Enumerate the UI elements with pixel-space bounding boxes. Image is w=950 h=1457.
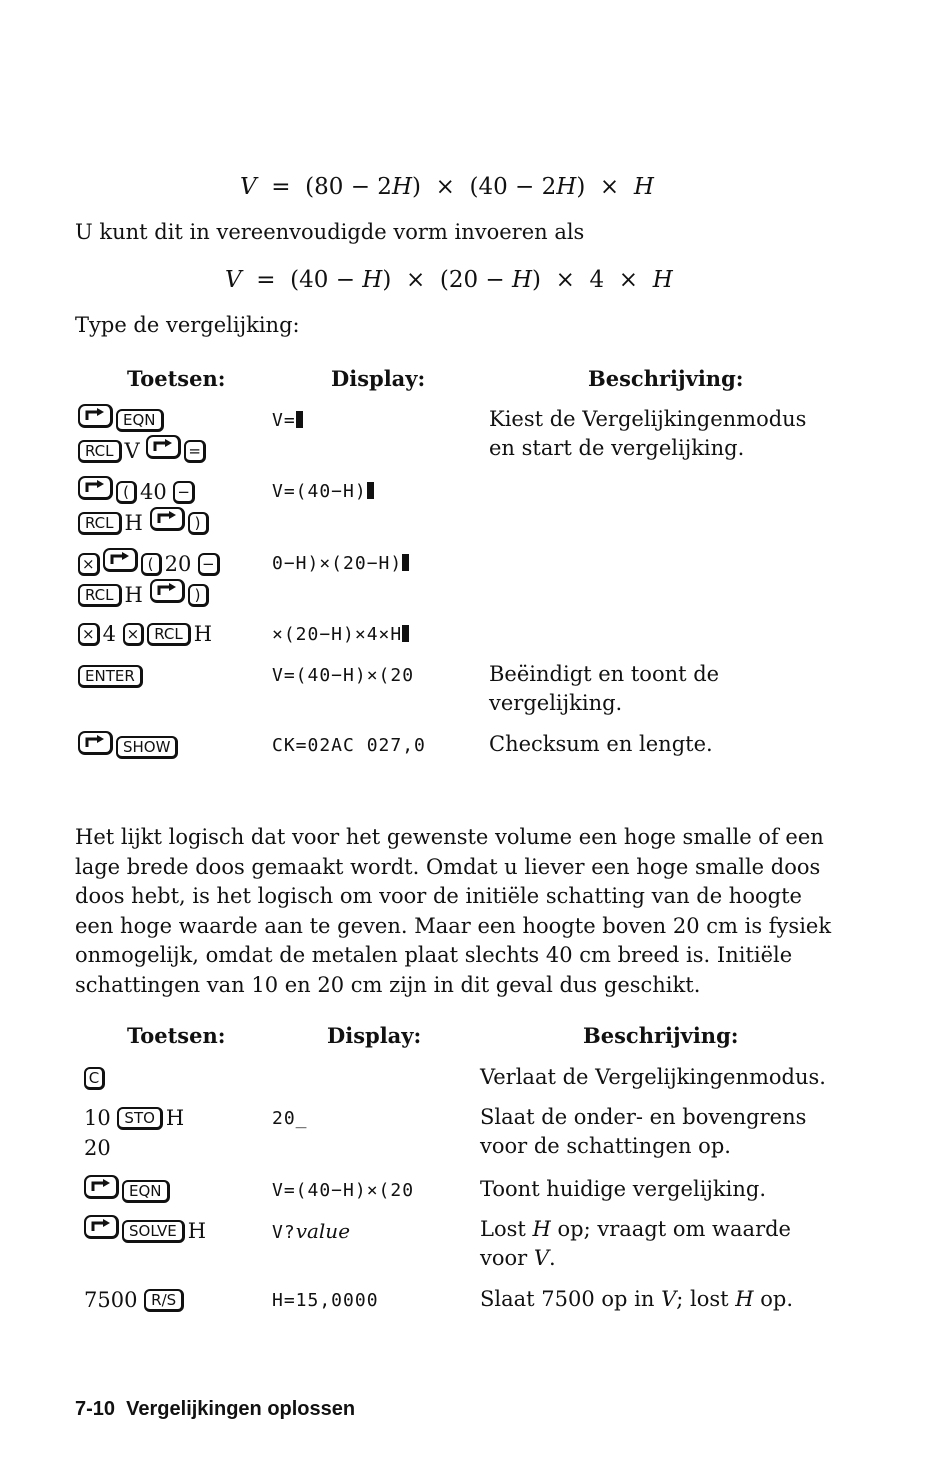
close-paren-key: ) <box>188 512 209 535</box>
table1-row6-description: Checksum en lengte. <box>489 732 713 756</box>
table1-row6-display: CK=02AC 027,0 <box>272 735 426 756</box>
table2-row5-keys: 7500 R/S <box>84 1285 187 1315</box>
type-instruction: Type de vergelijking: <box>75 313 300 337</box>
cursor-block <box>402 625 409 642</box>
variable-letter: V <box>124 439 140 463</box>
table2-row5-display: H=15,0000 <box>272 1290 379 1311</box>
right-shift-key-icon <box>150 507 185 531</box>
table2-row2-description: Slaat de onder- en bovengrens voor de schattingen op. <box>480 1105 807 1158</box>
table2-row1-keys <box>84 1063 108 1093</box>
table1-row2-display: V=(40−H) <box>272 481 374 502</box>
minus-key: − <box>173 481 195 504</box>
table1-row3-display: 0−H)×(20−H) <box>272 553 409 574</box>
table2-header-description: Beschrijving: <box>583 1023 739 1048</box>
table2-row1-description: Verlaat de Vergelijkingenmodus. <box>480 1065 826 1089</box>
right-shift-key-icon <box>84 1175 119 1199</box>
run-stop-key: R/S <box>144 1289 184 1312</box>
solve-key: SOLVE <box>122 1220 185 1243</box>
table1-row2-keys: ( 40 − RCL H ) <box>78 476 212 538</box>
rcl-key: RCL <box>78 584 122 607</box>
open-paren-key: ( <box>116 481 137 504</box>
table2-row3-display: V=(40−H)×(20 <box>272 1180 415 1201</box>
sto-key: STO <box>117 1107 163 1130</box>
table1-header-display: Display: <box>331 366 426 391</box>
eqn-key: EQN <box>122 1180 170 1203</box>
right-shift-key-icon <box>78 731 113 755</box>
table1-row5-keys <box>78 661 146 691</box>
table1-header-keys: Toetsen: <box>127 366 226 391</box>
multiply-key: × <box>78 623 100 646</box>
show-key: SHOW <box>116 736 178 759</box>
cursor-block <box>402 554 409 571</box>
cursor-block <box>296 411 303 428</box>
cursor-block <box>367 482 374 499</box>
open-paren-key: ( <box>141 553 162 576</box>
table2-header-keys: Toetsen: <box>127 1023 226 1048</box>
intro-text: U kunt dit in vereenvoudigde vorm invoeren als <box>75 220 585 244</box>
table2-row4-display: V?value <box>272 1219 351 1243</box>
table2-row3-keys <box>84 1175 173 1206</box>
rcl-key: RCL <box>78 512 122 535</box>
rcl-key: RCL <box>147 623 191 646</box>
eqn-key: EQN <box>116 409 164 432</box>
table1-header-description: Beschrijving: <box>588 366 744 391</box>
table1-row4-keys: × 4 × RCL H <box>78 619 212 649</box>
right-shift-key-icon <box>150 579 185 603</box>
multiply-key: × <box>123 623 145 646</box>
table2-row2-keys: 10 STO H 20 <box>84 1106 185 1160</box>
equation-simplified: V = (40 − H) × (20 − H) × 4 × H <box>225 267 673 293</box>
page-footer <box>75 1398 355 1421</box>
enter-key: ENTER <box>78 665 143 688</box>
right-shift-key-icon <box>146 435 181 459</box>
table1-row5-description: Beëindigt en toont de vergelijking. <box>489 662 720 715</box>
table1-row6-keys <box>78 731 181 762</box>
equals-key: = <box>184 440 206 463</box>
table2-row2-display: 20_ <box>272 1108 308 1129</box>
table2-row4-keys: SOLVE H <box>84 1215 206 1246</box>
table1-row3-keys: × ( 20 − RCL H ) <box>78 548 223 610</box>
multiply-key: × <box>78 553 100 576</box>
table1-row4-display: ×(20−H)×4×H <box>272 624 409 645</box>
clear-key: C <box>84 1067 105 1090</box>
minus-key: − <box>198 553 220 576</box>
table1-row1-description: Kiest de Vergelijkingenmodus en start de vergelijking. <box>489 407 807 460</box>
rcl-key: RCL <box>78 440 122 463</box>
table1-row1-display: V= <box>272 410 303 431</box>
right-shift-key-icon <box>78 404 113 428</box>
right-shift-key-icon <box>103 548 138 572</box>
table2-header-display: Display: <box>327 1023 422 1048</box>
right-shift-key-icon <box>84 1215 119 1239</box>
explanation-paragraph: Het lijkt logisch dat voor het gewenste volume een hoge smalle of een lage brede doos gemaakt wordt. Omdat u liever een hoge smalle doos doos hebt, is het logisch om voor de initiële schatting van de hoogte een hoge waarde aan te geven. Maar een hoogte boven 20 cm is fysiek onmogelijk, omdat de metalen plaat slechts 40 cm breed is. Initiële schattingen van 10 en 20 cm zijn in dit geval dus geschikt. <box>75 825 832 997</box>
table1-row1-keys <box>78 404 209 466</box>
page-number: 7-10 <box>75 1398 116 1420</box>
equation-full: V = (80 − 2H) × (40 − 2H) × H <box>240 174 654 200</box>
chapter-title: Vergelijkingen oplossen <box>126 1398 356 1420</box>
close-paren-key: ) <box>188 584 209 607</box>
table2-row5-description: Slaat 7500 op in V; lost H op. <box>480 1287 794 1311</box>
table2-row3-description: Toont huidige vergelijking. <box>480 1177 767 1201</box>
table2-row4-description: Lost H op; vraagt om waarde voor V. <box>480 1217 791 1270</box>
table1-row5-display: V=(40−H)×(20 <box>272 665 415 686</box>
right-shift-key-icon <box>78 476 113 500</box>
